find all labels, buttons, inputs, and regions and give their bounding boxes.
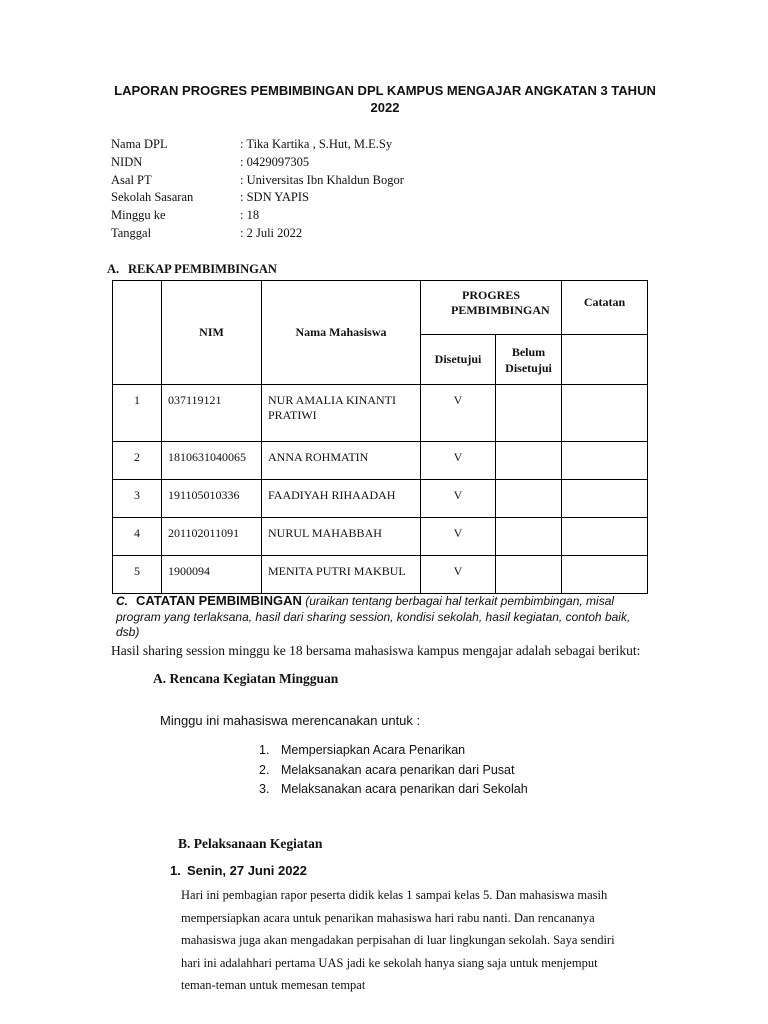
list-item	[259, 761, 528, 781]
paragraph-line: mempersiapkan acara untuk penarikan mahasiswa hari rabu nanti. Dan rencananya	[181, 910, 595, 925]
section-c-description: (uraikan tentang berbagai hal terkait pembimbingan, misal program yang terlaksana, hasil dari sharing session, kondisi sekolah, hasil kegiatan, contoh baik, dsb)	[116, 594, 631, 639]
header-belum-disetujui: Belum Disetujui	[496, 335, 562, 385]
cell-disetujui: V	[421, 556, 496, 594]
cell-nama: ANNA ROHMATIN	[262, 442, 421, 480]
info-value: : Universitas Ibn Khaldun Bogor	[240, 172, 404, 187]
day-heading	[170, 863, 307, 878]
section-c	[116, 593, 646, 641]
cell-nim: 037119121	[162, 385, 262, 442]
list-text: Melaksanakan acara penarikan dari Sekolah	[281, 782, 528, 796]
list-text: Melaksanakan acara penarikan dari Pusat	[281, 762, 515, 777]
day-number: 1.	[170, 863, 181, 878]
day-paragraph	[181, 884, 651, 997]
cell-disetujui: V	[421, 442, 496, 480]
info-value: : 2 Juli 2022	[240, 225, 303, 240]
cell-no: 3	[113, 480, 162, 518]
paragraph-line: teman-teman untuk memesan tempat	[181, 978, 366, 993]
table-row	[113, 442, 648, 480]
cell-catatan	[562, 385, 648, 442]
info-value: : SDN YAPIS	[240, 190, 310, 205]
info-label: Asal PT	[111, 172, 152, 187]
info-row-minggu	[111, 207, 404, 225]
cell-nama: FAADIYAH RIHAADAH	[262, 480, 421, 518]
table-row	[113, 518, 648, 556]
list-item	[259, 741, 528, 761]
paragraph-line: hari ini adalahhari pertama UAS jadi ke sekolah hanya siang saja untuk menjemput	[181, 955, 598, 970]
rekap-table	[112, 280, 648, 594]
cell-belum	[496, 385, 562, 442]
list-text: Mempersiapkan Acara Penarikan	[281, 743, 466, 757]
section-a-title: REKAP PEMBIMBINGAN	[128, 262, 277, 276]
cell-belum	[496, 480, 562, 518]
list-number: 1.	[259, 743, 270, 757]
header-disetujui: Disetujui	[421, 335, 496, 385]
info-row-asal-pt	[111, 172, 404, 190]
info-row-tanggal	[111, 225, 404, 243]
header-no	[113, 281, 162, 385]
cell-no: 2	[113, 442, 162, 480]
header-nim: NIM	[162, 281, 262, 385]
rencana-list	[259, 741, 528, 800]
cell-belum	[496, 556, 562, 594]
info-block	[111, 136, 404, 243]
cell-belum	[496, 442, 562, 480]
cell-no: 4	[113, 518, 162, 556]
header-nama: Nama Mahasiswa	[262, 281, 421, 385]
cell-catatan	[562, 480, 648, 518]
cell-catatan	[562, 442, 648, 480]
table-row	[113, 480, 648, 518]
info-row-sekolah	[111, 189, 404, 207]
info-row-nama-dpl	[111, 136, 404, 154]
header-progres: PROGRES PEMBIMBINGAN	[421, 281, 562, 335]
info-row-nidn	[111, 154, 404, 172]
table-row	[113, 385, 648, 442]
cell-no: 1	[113, 385, 162, 442]
rencana-intro: Minggu ini mahasiswa merencanakan untuk :	[160, 713, 421, 728]
cell-nama: MENITA PUTRI MAKBUL	[262, 556, 421, 594]
paragraph-line: mahasiswa juga akan mengadakan perpisahan di luar lingkungan sekolah. Saya sendiri	[181, 933, 615, 948]
cell-disetujui: V	[421, 385, 496, 442]
section-c-title: CATATAN PEMBIMBINGAN	[136, 593, 302, 608]
cell-nim: 1810631040065	[162, 442, 262, 480]
day-title: Senin, 27 Juni 2022	[187, 863, 307, 878]
info-label: NIDN	[111, 154, 143, 169]
cell-catatan	[562, 518, 648, 556]
table-header-row	[113, 281, 648, 335]
report-title: LAPORAN PROGRES PEMBIMBINGAN DPL KAMPUS MENGAJAR ANGKATAN 3 TAHUN 2022	[114, 83, 656, 115]
cell-belum	[496, 518, 562, 556]
list-number: 3.	[259, 782, 270, 796]
hasil-intro: Hasil sharing session minggu ke 18 bersama mahasiswa kampus mengajar adalah sebagai berikut:	[111, 643, 641, 658]
rencana-heading: A. Rencana Kegiatan Mingguan	[153, 671, 339, 686]
info-label: Tanggal	[111, 225, 152, 240]
cell-nim: 1900094	[162, 556, 262, 594]
info-value: : 0429097305	[240, 154, 310, 169]
cell-nama: NUR AMALIA KINANTI PRATIWI	[262, 385, 421, 442]
info-value: : 18	[240, 208, 260, 223]
cell-catatan	[562, 556, 648, 594]
table-row	[113, 556, 648, 594]
info-label: Minggu ke	[111, 208, 166, 223]
info-label: Nama DPL	[111, 137, 168, 151]
header-catatan: Catatan	[562, 281, 648, 335]
list-item	[259, 780, 528, 800]
info-label: Sekolah Sasaran	[111, 190, 194, 205]
section-c-letter: C.	[116, 594, 128, 608]
header-catatan-blank	[562, 335, 648, 385]
section-a-letter: A.	[107, 262, 120, 276]
section-a-heading	[107, 262, 277, 277]
paragraph-line: Hari ini pembagian rapor peserta didik kelas 1 sampai kelas 5. Dan mahasiswa masih	[181, 888, 608, 902]
cell-nim: 191105010336	[162, 480, 262, 518]
cell-disetujui: V	[421, 518, 496, 556]
cell-no: 5	[113, 556, 162, 594]
cell-nim: 201102011091	[162, 518, 262, 556]
cell-disetujui: V	[421, 480, 496, 518]
cell-nama: NURUL MAHABBAH	[262, 518, 421, 556]
info-value: : Tika Kartika , S.Hut, M.E.Sy	[240, 137, 393, 151]
pelaksanaan-heading: B. Pelaksanaan Kegiatan	[178, 836, 323, 851]
list-number: 2.	[259, 762, 270, 777]
